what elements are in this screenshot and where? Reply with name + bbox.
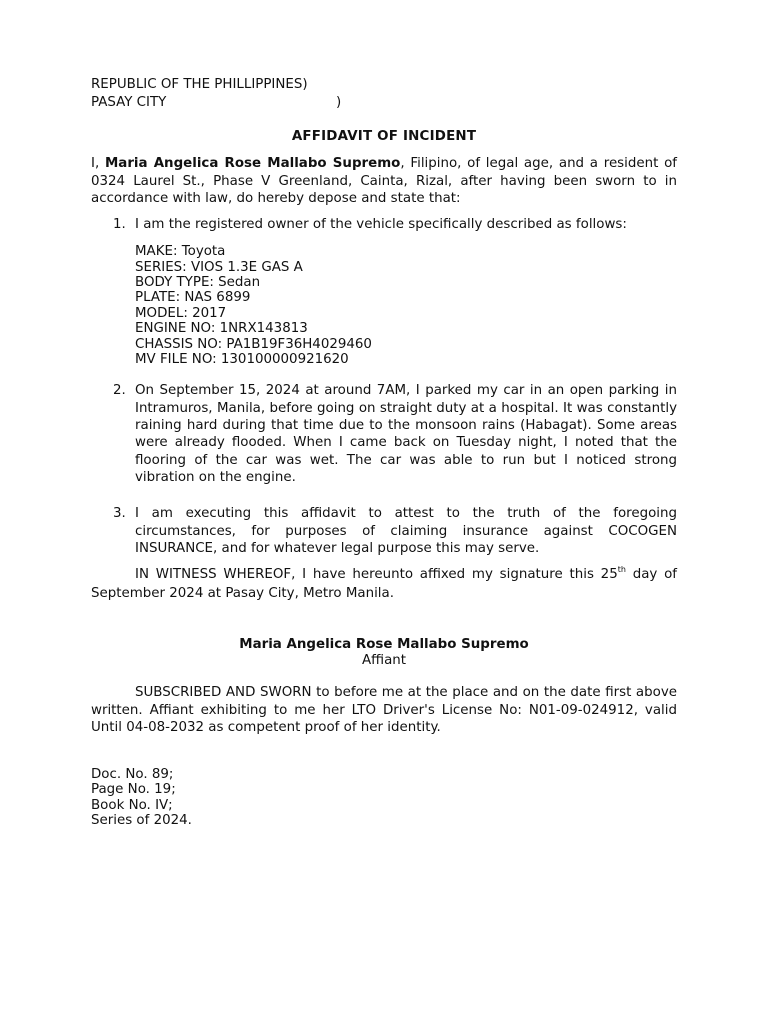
affiant-label: Affiant	[361, 653, 407, 669]
jurat-paragraph: SUBSCRIBED AND SWORN to before me at the place and on the date first above written. Affiant exhibiting to me her LTO Driver's License No: N01-09-024912, valid Until 04-08-2032 as competent proof of her identity.	[91, 685, 677, 736]
doc-number: Doc. No. 89;	[91, 766, 174, 782]
vehicle-engine-no: ENGINE NO: 1NRX143813	[135, 321, 308, 337]
vehicle-model: MODEL: 2017	[135, 305, 227, 321]
venue-republic-text: REPUBLIC OF THE PHILLIPPINES)	[91, 77, 308, 92]
vehicle-body-type: BODY TYPE: Sedan	[135, 275, 261, 291]
item-text: I am executing this affidavit to attest to the truth of the foregoing circumstances, for purposes of claiming insurance against COCOGEN INSURANCE, and for whatever legal purpose this may serve.	[135, 506, 677, 556]
venue-line-city	[91, 95, 677, 113]
series-year: Series of 2024.	[91, 813, 192, 829]
statement-item-1	[91, 216, 677, 233]
vehicle-details	[91, 244, 677, 367]
vehicle-chassis-no: CHASSIS NO: PA1B19F36H4029460	[135, 336, 372, 352]
intro-affiant-name: Maria Angelica Rose Mallabo Supremo	[104, 156, 401, 172]
statement-list	[91, 216, 677, 557]
venue-city-paren: )	[336, 95, 342, 110]
affidavit-page	[91, 77, 677, 829]
vehicle-plate: PLATE: NAS 6899	[135, 290, 251, 306]
affiant-name: Maria Angelica Rose Mallabo Supremo	[239, 637, 529, 653]
item-text: I am the registered owner of the vehicle specifically described as follows:	[135, 216, 627, 232]
statement-item-3	[91, 505, 677, 557]
witness-text-end: day of September 2024 at Pasay City, Metro Manila.	[91, 567, 677, 601]
item-number: 2.	[113, 383, 126, 399]
witness-text-start: IN WITNESS WHEREOF, I have hereunto affixed my signature this 25	[135, 567, 618, 583]
document-title: AFFIDAVIT OF INCIDENT	[291, 129, 477, 144]
book-number: Book No. IV;	[91, 797, 173, 813]
item-number: 3.	[113, 506, 126, 522]
venue-city-text: PASAY CITY	[91, 95, 167, 110]
witness-paragraph	[91, 566, 677, 603]
witness-ordinal-suffix: th	[617, 565, 626, 575]
page-number: Page No. 19;	[91, 782, 176, 798]
vehicle-series: SERIES: VIOS 1.3E GAS A	[135, 259, 303, 275]
vehicle-mv-file-no: MV FILE NO: 130100000921620	[135, 352, 349, 368]
notarial-register-ref	[91, 767, 677, 829]
venue-line-republic	[91, 77, 677, 95]
item-number: 1.	[113, 216, 126, 232]
intro-rest: , Filipino, of legal age, and a resident of 0324 Laurel St., Phase V Greenland, Cainta, Rizal, after having been sworn to in accordance with law, do hereby depose and state that:	[91, 156, 678, 207]
statement-item-2	[91, 382, 677, 486]
intro-paragraph	[91, 155, 677, 208]
vehicle-make: MAKE: Toyota	[135, 244, 226, 260]
intro-prefix: I,	[91, 156, 105, 172]
item-text: On September 15, 2024 at around 7AM, I parked my car in an open parking in Intramuros, Manila, before going on straight duty at a hospital. It was constantly raining hard during that time due to the monsoon rains (Habagat). Some areas were already flooded. When I came back on Tuesday night, I noted that the flooring of the car was wet. The car was able to run but I noticed strong vibration on the engine.	[135, 383, 677, 485]
